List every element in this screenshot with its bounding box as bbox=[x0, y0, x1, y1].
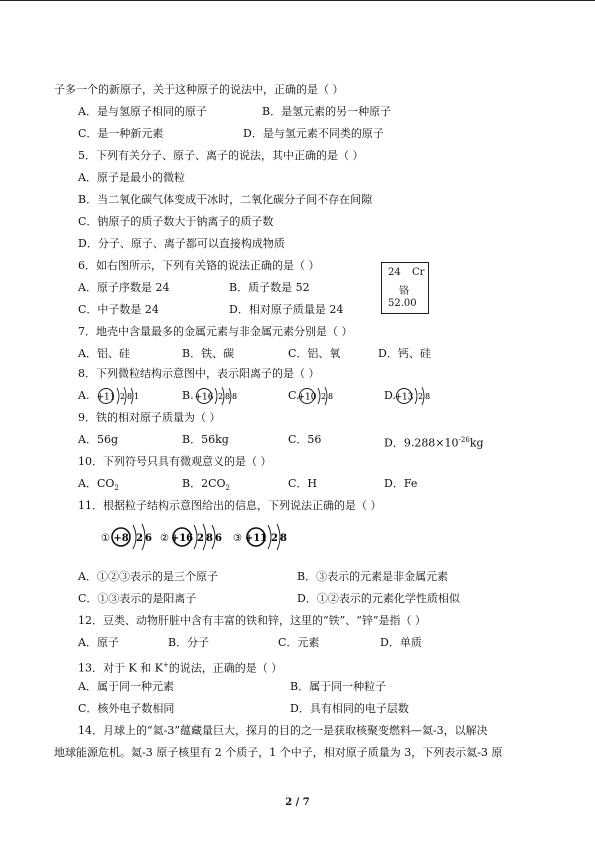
intro-line: 子多一个的新原子，关于这种原子的说法中，正确的是（ ） bbox=[54, 83, 344, 96]
q10-option-d: D．Fe bbox=[384, 477, 418, 490]
q6-stem: 6．如右图所示，下列有关铬的说法正确的是（ ） bbox=[78, 259, 320, 272]
q14-line-1: 14．月球上的“氦-3”蕴藏量巨大，探月的目的之一是获取核聚变燃料—氦-3，以解决 bbox=[78, 724, 488, 737]
diagram-label: ③ bbox=[233, 533, 242, 544]
q10-stem: 10．下列符号只具有微观意义的是（ ） bbox=[78, 455, 272, 468]
q7-option-b: B．铁、碳 bbox=[182, 347, 235, 360]
q10-option-c: C．H bbox=[288, 477, 318, 490]
q11-atom-2 bbox=[160, 524, 222, 550]
q12-option-b: B．分子 bbox=[168, 636, 210, 649]
q8-label-b: B. bbox=[182, 389, 194, 402]
nucleus-charge: +10 bbox=[297, 392, 317, 403]
q13-option-a: A．属于同一种元素 bbox=[78, 680, 174, 693]
element-name: 铬 bbox=[399, 286, 409, 297]
q5-option-b: B．当二氧化碳气体变成干冰时，二氧化碳分子间不存在间隙 bbox=[78, 193, 373, 206]
q10-option-a bbox=[78, 477, 119, 495]
q11-option-b: B．③表示的元素是非金属元素 bbox=[297, 570, 449, 583]
shell-count: 2 bbox=[418, 392, 424, 401]
q8-stem: 8．下列微粒结构示意图中，表示阳离子的是（ ） bbox=[78, 367, 320, 380]
q11-stem: 11．根据粒子结构示意图给出的信息，下列说法正确的是（ ） bbox=[78, 499, 382, 512]
q4-option-d: D．是与氢元素不同类的原子 bbox=[243, 127, 384, 140]
q5-option-c: C．钠原子的质子数大于钠离子的质子数 bbox=[78, 215, 274, 228]
q9-option-a: A．56g bbox=[78, 433, 118, 446]
q9-option-d bbox=[384, 433, 484, 451]
shell-count: 2 bbox=[197, 533, 204, 544]
shell-count: 8 bbox=[232, 392, 238, 401]
q9-d-exponent: -26 bbox=[458, 436, 470, 444]
shell-count: 2 bbox=[136, 533, 143, 544]
q8-atom-b bbox=[195, 387, 238, 405]
q8-label-c: C. bbox=[288, 389, 300, 402]
shell-count: 8 bbox=[206, 533, 213, 544]
q4-option-a: A．是与氢原子相同的原子 bbox=[78, 105, 207, 118]
shell-count: 1 bbox=[134, 392, 140, 401]
q7-stem: 7．地壳中含量最多的金属元素与非金属元素分别是（ ） bbox=[78, 325, 353, 338]
q11-option-c: C．①③表示的是阳离子 bbox=[78, 592, 197, 605]
q8-label-d: D. bbox=[384, 389, 396, 402]
shell-count: 8 bbox=[225, 392, 231, 401]
q10-option-b bbox=[182, 477, 230, 495]
q11-option-a: A．①②③表示的是三个原子 bbox=[78, 570, 218, 583]
element-number: 24 bbox=[388, 267, 401, 278]
nucleus-charge: +8 bbox=[113, 533, 129, 544]
q12-stem: 12．豆类、动物肝脏中含有丰富的铁和锌，这里的“铁”、“锌”是指（ ） bbox=[78, 614, 426, 627]
q4-option-c: C．是一种新元素 bbox=[78, 127, 164, 140]
q5-option-a: A．原子是最小的微粒 bbox=[78, 171, 185, 184]
q10-a-subscript: 2 bbox=[114, 484, 119, 493]
element-mass: 52.00 bbox=[388, 298, 417, 309]
shell-count: 8 bbox=[280, 533, 287, 544]
q8-atom-c bbox=[298, 387, 334, 405]
q6-option-b: B．质子数是 52 bbox=[229, 281, 310, 294]
q13-charge-sup: + bbox=[162, 661, 169, 669]
page-number: 2 / 7 bbox=[285, 797, 310, 808]
diagram-label: ① bbox=[101, 533, 110, 544]
shell-count: 8 bbox=[328, 392, 334, 401]
q13-stem bbox=[78, 658, 282, 676]
q5-option-d: D．分子、原子、离子都可以直接构成物质 bbox=[78, 237, 285, 250]
shell-count: 2 bbox=[321, 392, 327, 401]
q9-option-c: C．56 bbox=[288, 433, 322, 446]
q12-option-d: D．单质 bbox=[380, 636, 422, 649]
q8-atom-d bbox=[395, 387, 431, 405]
nucleus-charge: +16 bbox=[170, 533, 194, 544]
q9-option-b: B．56kg bbox=[182, 433, 229, 446]
shell-arc bbox=[117, 388, 119, 404]
q10-b-text: B．2CO bbox=[182, 477, 226, 490]
q13-stem-start: 13．对于 K 和 K bbox=[78, 661, 163, 675]
shell-count: 2 bbox=[218, 392, 224, 401]
q6-option-d: D．相对原子质量是 24 bbox=[229, 303, 344, 316]
q11-atom-1 bbox=[101, 524, 152, 550]
q5-stem: 5．下列有关分子、原子、离子的说法，其中正确的是（ ） bbox=[78, 149, 364, 162]
shell-count: 6 bbox=[215, 533, 222, 544]
q12-option-a: A．原子 bbox=[78, 636, 119, 649]
q13-stem-end: 的说法，正确的是（ ） bbox=[168, 661, 283, 675]
q7-option-c: C．铝、氧 bbox=[288, 347, 341, 360]
shell-arc bbox=[318, 388, 320, 404]
q11-atom-3 bbox=[233, 524, 287, 550]
shell-count: 8 bbox=[127, 392, 133, 401]
nucleus-charge: +13 bbox=[394, 392, 414, 403]
q9-d-unit: kg bbox=[469, 436, 484, 450]
shell-arc bbox=[215, 388, 217, 404]
q4-option-b: B．是氢元素的另一种原子 bbox=[262, 105, 392, 118]
q11-option-d: D．①②表示的元素化学性质相似 bbox=[297, 592, 460, 605]
q10-b-subscript: 2 bbox=[225, 484, 230, 493]
q13-option-b: B．属于同一种粒子 bbox=[290, 680, 387, 693]
q7-option-d: D．钙、硅 bbox=[378, 347, 431, 360]
q10-a-text: A．CO bbox=[78, 477, 115, 490]
nucleus-charge: +16 bbox=[194, 392, 214, 403]
q9-stem: 9．铁的相对原子质量为（ ） bbox=[78, 411, 221, 424]
shell-arc bbox=[415, 388, 417, 404]
q13-option-d: D．具有相同的电子层数 bbox=[290, 702, 409, 715]
q12-option-c: C．元素 bbox=[278, 636, 320, 649]
nucleus-charge: +11 bbox=[96, 392, 116, 403]
q13-option-c: C．核外电子数相同 bbox=[78, 702, 175, 715]
q14-line-2: 地球能源危机。氦-3 原子核里有 2 个质子，1 个中子，相对原子质量为 3，下列表示氦-3 原 bbox=[54, 746, 503, 759]
diagram-label: ② bbox=[160, 533, 169, 544]
shell-count: 2 bbox=[271, 533, 278, 544]
nucleus-charge: +11 bbox=[244, 533, 268, 544]
q9-d-base: D．9.288×10 bbox=[384, 436, 459, 450]
element-symbol: Cr bbox=[412, 267, 425, 278]
q6-option-c: C．中子数是 24 bbox=[78, 303, 159, 316]
q8-atom-a bbox=[97, 387, 140, 405]
q8-label-a: A. bbox=[78, 389, 90, 402]
q6-option-a: A．原子序数是 24 bbox=[78, 281, 170, 294]
q7-option-a: A．铝、硅 bbox=[78, 347, 130, 360]
shell-count: 8 bbox=[425, 392, 431, 401]
shell-count: 2 bbox=[120, 392, 126, 401]
shell-count: 6 bbox=[145, 533, 152, 544]
